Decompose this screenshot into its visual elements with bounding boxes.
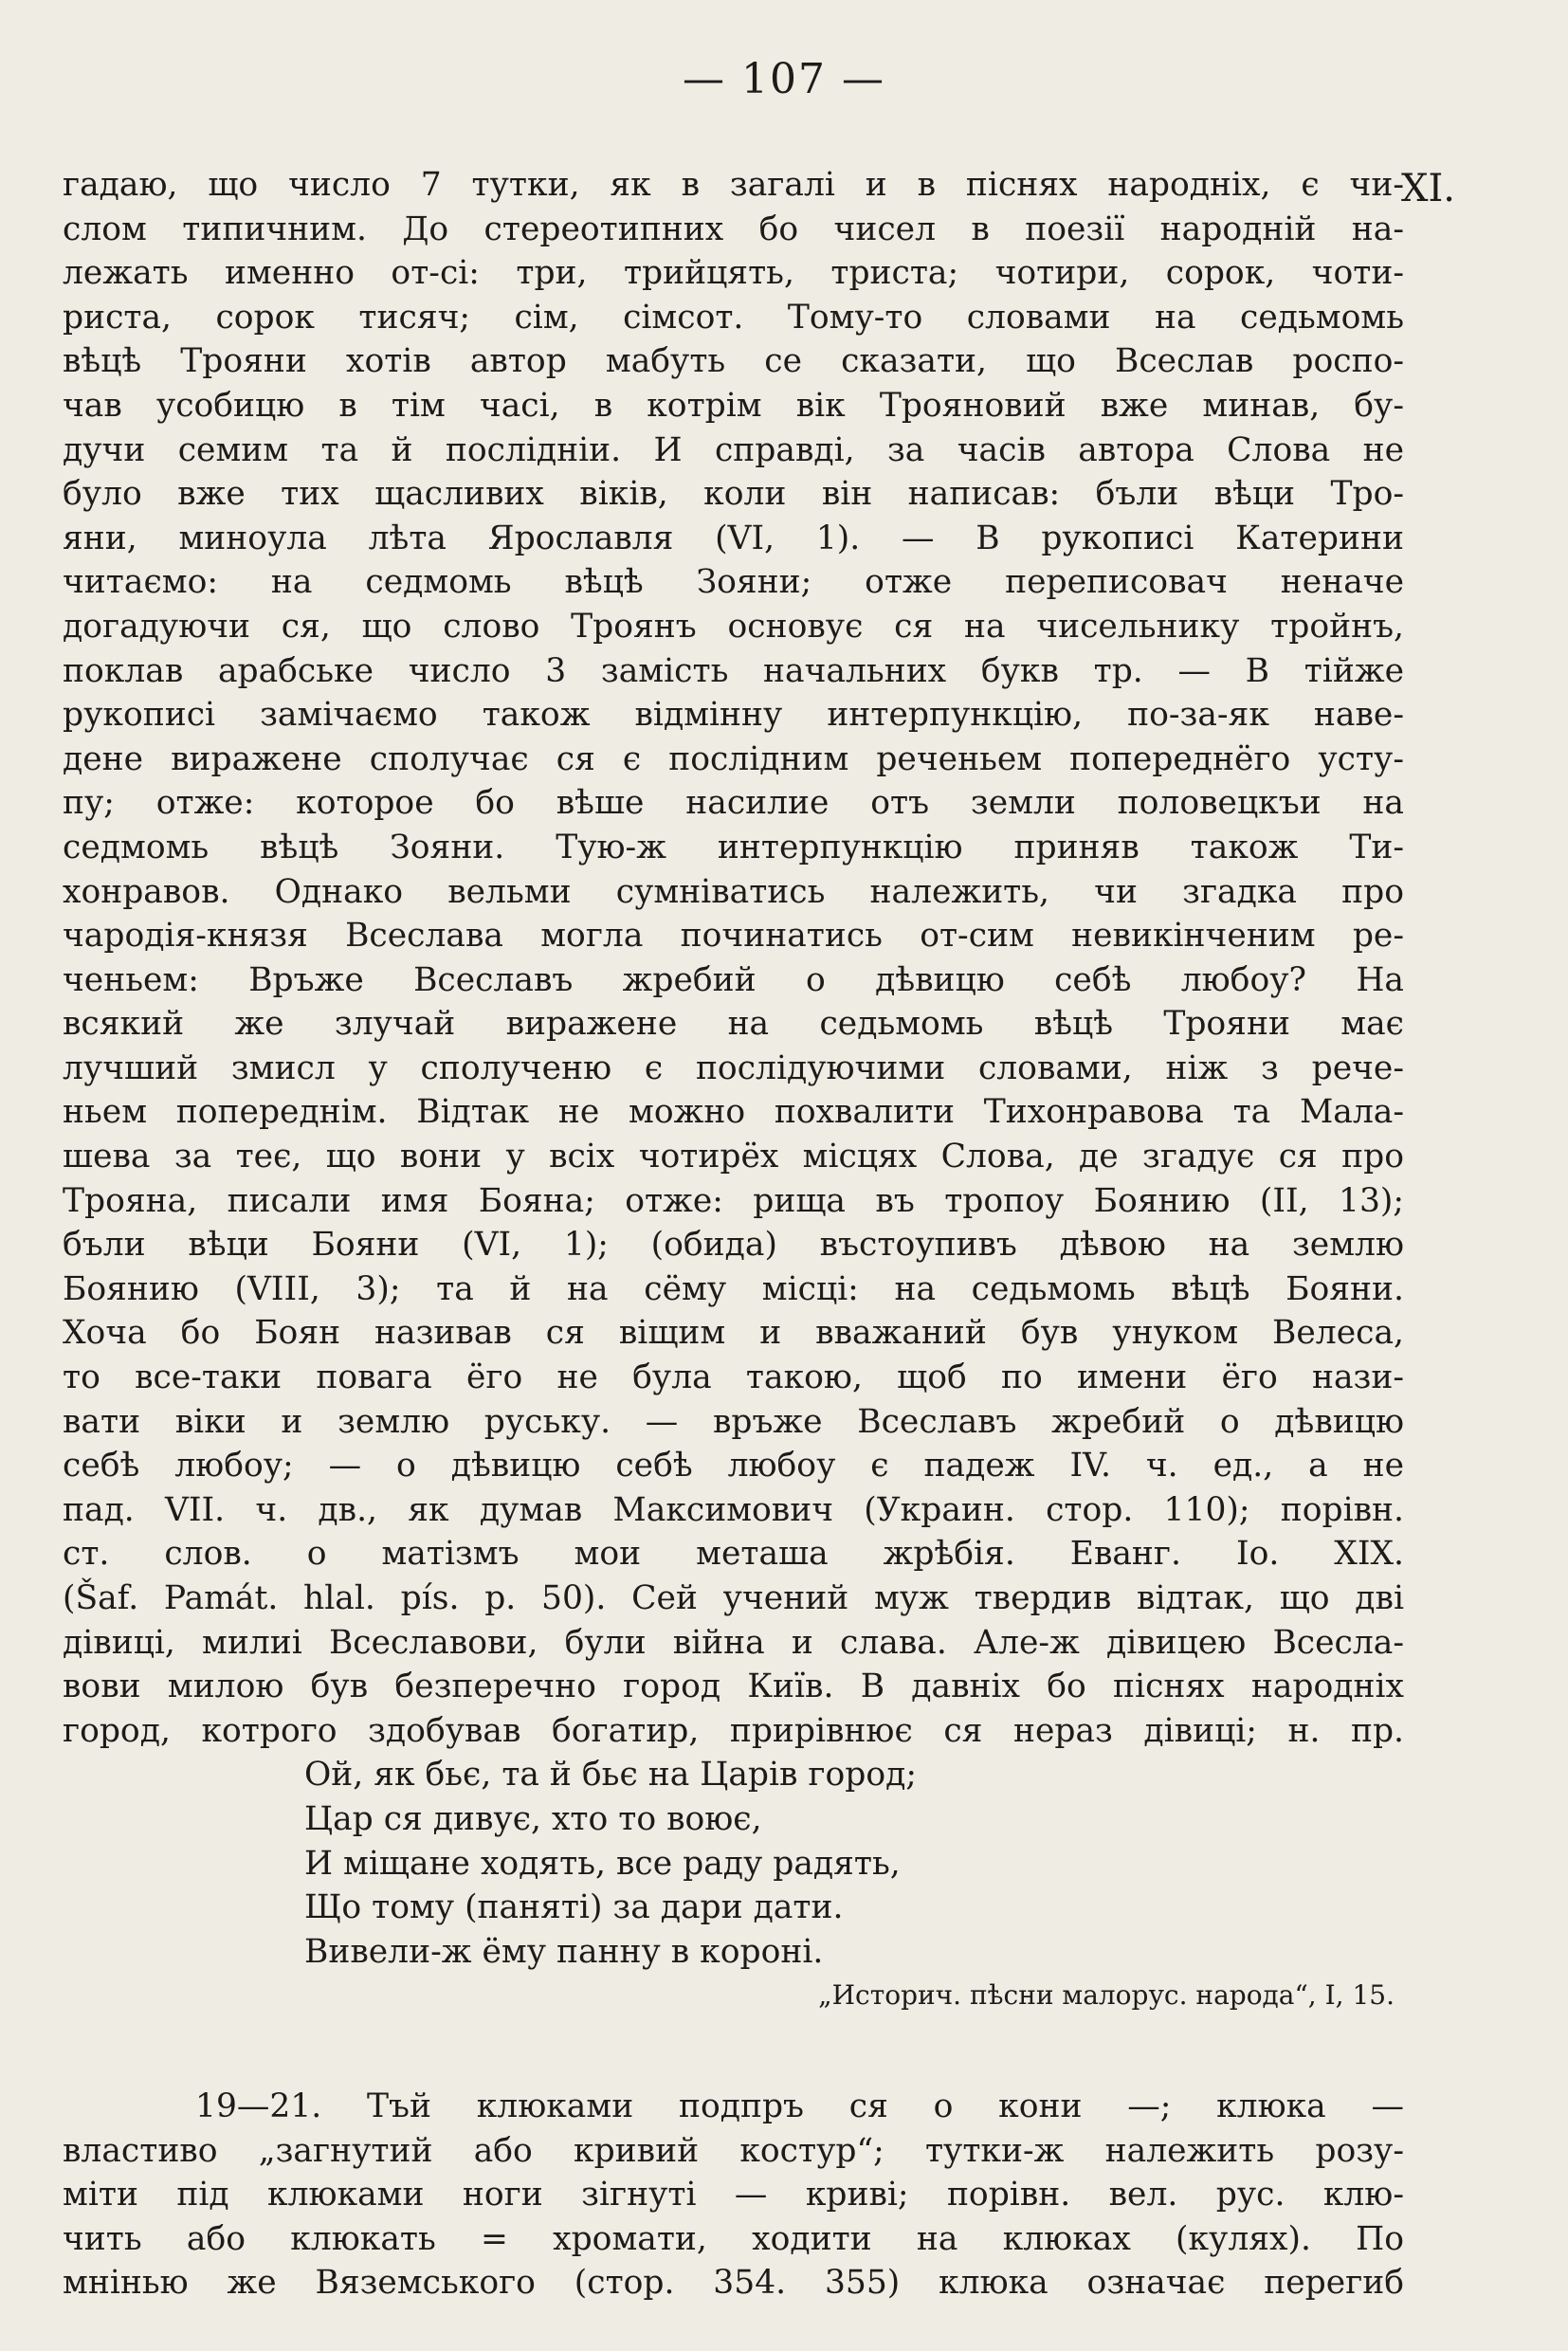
text-line: Хоча бо Боян називав ся віщим и вважаний був унуком Велеса, [63,1314,1404,1353]
body-text [63,163,1404,2305]
text-line: мнінью же Вяземського (стор. 354. 355) клюка означає перегиб [63,2264,1404,2303]
text-line: ст. слов. о матізмъ мои меташа жрѣбія. Еванг. Іо. XIX. [63,1535,1404,1574]
text-line: лежать именно от-сі: три, трийцять, триста; чотири, сорок, чоти- [63,254,1404,293]
text-line: 19—21. Тъй клюками подпръ ся о кони —; клюка — [195,2087,1404,2125]
text-line: чародія-князя Всеслава могла починатись от-сим невикінченим ре- [63,917,1404,956]
poem-line: Вивели-ж ёму панну в короні. [304,1932,824,1971]
text-line: пу; отже: которое бо вѣше насилие отъ земли половецкъи на [63,784,1404,823]
text-line: властиво „загнутий або кривий костур“; тутки-ж належить розу- [63,2131,1404,2170]
text-line: чить або клюкать = хромати, ходити на клюках (кулях). По [63,2219,1404,2258]
poem-line: Цар ся дивує, хто то воює, [304,1799,762,1838]
text-line: Боянию (VIII, 3); та й на сёму місці: на седьмомь вѣцѣ Бояни. [63,1269,1404,1308]
text-line: город, котрого здобував богатир, прирівнює ся нераз дівиці; н. пр. [63,1711,1404,1750]
text-line: дучи семим та й послідніи. И справді, за часів автора Слова не [63,430,1404,469]
text-line: седмомь вѣцѣ Зояни. Тую-ж интерпункцію приняв також Ти- [63,828,1404,866]
section-gap [63,2018,1404,2085]
text-line: лучший змисл у сполученю є послідуючими словами, ніж з рече- [63,1048,1404,1087]
text-line: пад. VII. ч. дв., як думав Максимович (Украин. стор. 110); порівн. [63,1490,1404,1529]
text-line: читаємо: на седмомь вѣцѣ Зояни; отже переписовач неначе [63,563,1404,602]
text-line: рукописі замічаємо також відмінну интерпункцію, по-за-як наве- [63,696,1404,735]
text-line: вати віки и землю руську. — връже Всеславъ жребий о дѣвицю [63,1402,1404,1441]
text-line: яни, миноула лѣта Ярославля (VI, 1). — В рукописі Катерини [63,519,1404,557]
text-line: вѣцѣ Трояни хотів автор мабуть се сказати, що Всеслав роспо- [63,342,1404,381]
text-line: ченьем: Връже Всеславъ жребий о дѣвицю себѣ любоу? На [63,960,1404,999]
text-line: то все-таки повага ёго не була такою, щоб по имени ёго нази- [63,1358,1404,1397]
text-line: риста, сорок тисяч; сім, сімсот. Тому-то словами на седьмомь [63,298,1404,337]
text-line: вови милою був безперечно город Київ. В давніх бо піснях народніх [63,1668,1404,1706]
text-line: чав усобицю в тім часі, в котрім вік Трояновий вже минав, бу- [63,386,1404,425]
text-line: ньем попереднім. Відтак не можно похвалити Тихонравова та Мала- [63,1093,1404,1132]
text-line: Трояна, писали имя Бояна; отже: рища въ тропоу Боянию (II, 13); [63,1181,1404,1220]
text-line: поклав арабське число 3 замість начальних букв тр. — В тійже [63,651,1404,690]
text-line: гадаю, що число 7 тутки, як в загалі и в піснях народніх, є чи- [63,166,1404,204]
text-line: шева за теє, що вони у всіх чотирёх місцях Слова, де згадує ся про [63,1138,1404,1176]
text-line: догадуючи ся, що слово Троянъ основує ся на чисельнику тройнъ, [63,607,1404,646]
poem-line: И міщане ходять, все раду радять, [304,1844,901,1883]
margin-note: XI. [1401,167,1455,210]
text-line: дене виражене сполучає ся є послідним реченьем попереднёго усту- [63,739,1404,778]
poem-line: Що тому (паняті) за дари дати. [304,1888,844,1927]
text-line: хонравов. Однако вельми сумніватись належить, чи згадка про [63,872,1404,911]
page-number: — 107 — [683,55,885,103]
text-line: було вже тих щасливих віків, коли він написав: бъли вѣци Тро- [63,475,1404,514]
text-line: (Šaf. Památ. hlal. pís. p. 50). Сей учений муж твердив відтак, що дві [63,1579,1404,1617]
text-line: міти під клюками ноги зігнуті — криві; порівн. вел. рус. клю- [63,2176,1404,2214]
text-line: всякий же злучай виражене на седьмомь вѣцѣ Трояни має [63,1005,1404,1044]
text-line: слом типичним. До стереотипних бо чисел в поезії народній на- [63,210,1404,248]
poem-source: „Историч. пѣсни малорус. народа“, I, 15. [818,1979,1395,2012]
poem-line: Ой, як бьє, та й бьє на Царів город; [304,1756,917,1795]
text-line: дівиці, милиі Всеславови, були війна и слава. Але-ж дівицею Всесла- [63,1623,1404,1662]
text-line: бъли вѣци Бояни (VI, 1); (обида) въстоупивъ дѣвою на землю [63,1226,1404,1265]
text-line: себѣ любоу; — о дѣвицю себѣ любоу є падеж IV. ч. ед., а не [63,1447,1404,1485]
